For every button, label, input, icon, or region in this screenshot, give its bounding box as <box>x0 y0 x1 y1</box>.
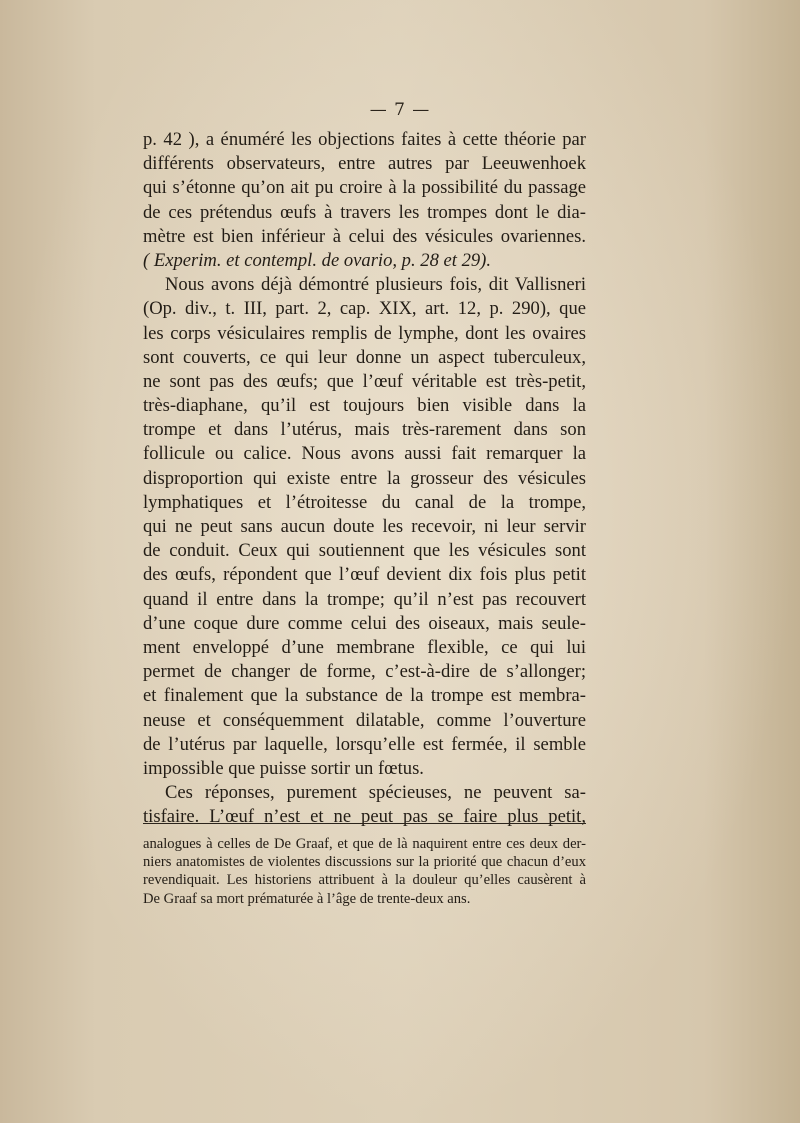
body-line: de ces prétendus œufs à travers les trompes dont le dia- <box>143 201 586 223</box>
body-line: différents observateurs, entre autres par Leeuwenhoek <box>143 153 586 175</box>
body-line: qui ne peut sans aucun doute les recevoir, ni leur servir <box>143 516 586 537</box>
body-line: et finalement que la substance de la trompe est membra- <box>143 685 586 707</box>
body-line: sont couverts, ce qui leur donne un aspect tuberculeux, <box>143 346 586 368</box>
footnote-line: niers anatomistes de violentes discussions sur la priorité que chacun d’eux <box>143 854 586 871</box>
body-line: quand il entre dans la trompe; qu’il n’est pas recouvert <box>143 588 586 610</box>
body-line: tisfaire. L’œuf n’est et ne peut pas se faire plus petit, <box>143 806 586 828</box>
body-line: des œufs, répondent que l’œuf devient dix fois plus petit <box>143 564 586 586</box>
body-line: p. 42 ), a énuméré les objections faites à cette théorie par <box>143 129 586 150</box>
footnote-line: revendiquait. Les historiens attribuent à la douleur qu’elles causèrent à <box>143 872 586 889</box>
body-line: d’une coque dure comme celui des oiseaux, mais seule- <box>143 612 586 634</box>
footnote-line: De Graaf sa mort prématurée à l’âge de trente-deux ans. <box>143 890 471 907</box>
body-line: trompe et dans l’utérus, mais très-rarement dans son <box>143 419 586 441</box>
footnote <box>143 835 586 908</box>
body-line: follicule ou calice. Nous avons aussi fait remarquer la <box>143 443 586 465</box>
footnote-rule <box>143 823 586 824</box>
body-line: ment enveloppé d’une membrane flexible, ce qui lui <box>143 636 586 658</box>
body-line: Ces réponses, purement spécieuses, ne peuvent sa- <box>165 782 586 804</box>
body-line: disproportion qui existe entre la grosseur des vésicules <box>143 467 586 489</box>
body-line: Nous avons déjà démontré plusieurs fois, dit Vallisneri <box>165 274 586 296</box>
body-line: de l’utérus par laquelle, lorsqu’elle est fermée, il semble <box>143 733 586 755</box>
body-line: de conduit. Ceux qui soutiennent que les vésicules sont <box>143 540 586 562</box>
body-line: lymphatiques et l’étroitesse du canal de la trompe, <box>143 491 586 513</box>
body-line: ( Experim. et contempl. de ovario, p. 28 et 29). <box>143 249 492 271</box>
page-number: — 7 — <box>369 100 431 120</box>
body-line: permet de changer de forme, c’est-à-dire de s’allonger; <box>143 661 586 683</box>
body-line: mètre est bien inférieur à celui des vésicules ovariennes. <box>143 225 586 247</box>
body-text <box>143 128 586 829</box>
body-line: ne sont pas des œufs; que l’œuf véritable est très-petit, <box>143 370 586 392</box>
body-line: impossible que puisse sortir un fœtus. <box>143 757 424 779</box>
body-line: neuse et conséquemment dilatable, comme l’ouverture <box>143 709 586 731</box>
body-line: (Op. div., t. III, part. 2, cap. XIX, art. 12, p. 290), que <box>143 298 586 320</box>
body-line: les corps vésiculaires remplis de lymphe, dont les ovaires <box>143 322 586 344</box>
body-line: qui s’étonne qu’on ait pu croire à la possibilité du passage <box>143 177 586 199</box>
footnote-line: analogues à celles de De Graaf, et que de là naquirent entre ces deux der- <box>143 836 586 852</box>
body-line: très-diaphane, qu’il est toujours bien visible dans la <box>143 395 586 417</box>
